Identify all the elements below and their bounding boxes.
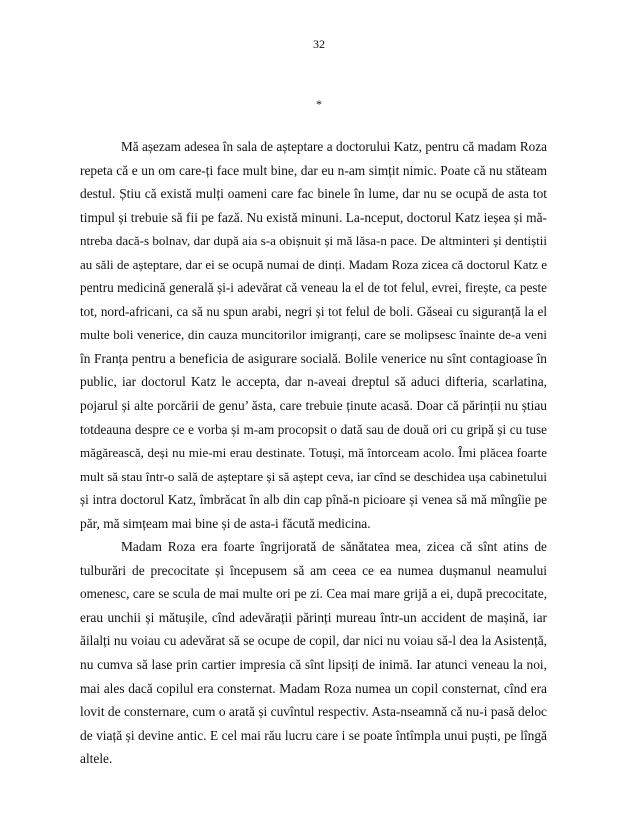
text-line: totdeauna despre ce e vorba și m-am procopsit o dată sau de două ori cu gripă și cu tuse (80, 421, 547, 437)
text-line: păr, mă simțeam mai bine și de asta-i făcută medicina. (80, 515, 371, 531)
text-line: pentru medicină generală și-i adevărat că veneau la el de tot felul, evrei, firește, ca peste (80, 280, 547, 296)
text-line: au săli de așteptare, dar ei se ocupă numai de dinți. Madam Roza zicea că doctorul Katz e (80, 256, 547, 272)
text-line: multe boli venerice, din cauza muncitorilor imigranți, care se molipsesc înainte de-a veni (80, 327, 547, 343)
text-line: omenesc, care se scula de mai multe ori pe zi. Cea mai mare grijă a ei, după precocitate, (80, 586, 547, 602)
text-line: mult să stau într-o sală de așteptare și să aștept ceva, iar cînd se deschidea ușa cabinetului (80, 468, 547, 484)
text-line: de viață și devine antic. E cel mai rău lucru care i se poate întîmpla unui puști, pe lîngă (80, 727, 547, 743)
text-line: lovit de consternare, cum o arată și cuvîntul respectiv. Asta-nseamnă că nu-i pasă deloc (80, 704, 547, 720)
text-line: Mă așezam adesea în sala de așteptare a doctorului Katz, pentru că madam Roza (121, 139, 547, 154)
text-line: măgărească, deși nu mie-mi erau destinate. Totuși, mă întorceam acolo. Îmi plăcea foarte (80, 445, 547, 461)
text-line: ntreba dacă-s bolnav, dar după aia s-a obișnuit și mă lăsa-n pace. De altminteri și dentiștii (80, 233, 547, 249)
text-line: timpul și trebuie să fii pe fază. Nu există minuni. La-nceput, doctorul Katz ieșea și mă- (80, 209, 547, 225)
text-line: public, iar doctorul Katz le accepta, dar n-aveai dreptul să aduci difteria, scarlatina, (80, 374, 547, 390)
text-line: erau unchii și mătușile, cînd adevărații părinți mureau într-un accident de mașină, iar (80, 609, 547, 625)
text-line: tot, nord-africani, ca să nu spun arabi, negri și tot felul de boli. Găseai cu siguranță la el (80, 303, 547, 319)
text-line: în Franța pentru a beneficia de asigurare socială. Bolile venerice nu sînt contagioase în (80, 350, 547, 366)
page-number: 32 (313, 37, 325, 51)
text-line: și intra doctorul Katz, îmbrăcat în alb din cap pînă-n picioare și venea să mă mîngîie pe (80, 492, 547, 508)
text-line: nu cumva să lase prin cartier impresia că sînt lipsiți de inimă. Iar atunci veneau la noi, (80, 657, 547, 673)
text-line: ăilalți nu voiau cu adevărat să se ocupe de copil, dar nici nu voiau să-l dea la Asistență, (80, 633, 547, 649)
text-line: pojarul și alte porcării de genu’ ăsta, care trebuie ținute acasă. Doar că părinții nu știau (80, 398, 547, 414)
text-line: Madam Roza era foarte îngrijorată de sănătatea mea, zicea că sînt atins de (121, 539, 547, 555)
body-text (80, 138, 547, 774)
text-line: mai ales dacă copilul era consternat. Madam Roza numea un copil consternat, cînd era (80, 680, 547, 696)
text-line: tulburări de precocitate și începusem să am ceea ce ea numea dușmanul neamului (80, 562, 547, 578)
text-line: repeta că e un om care-ți face mult bine, dar eu n-am simțit nimic. Poate că nu stăteam (80, 162, 547, 178)
text-line: destul. Știu că există mulți oameni care fac binele în lume, dar nu se ocupă de asta tot (80, 186, 547, 202)
text-line: altele. (80, 751, 113, 767)
section-separator: * (316, 97, 322, 111)
